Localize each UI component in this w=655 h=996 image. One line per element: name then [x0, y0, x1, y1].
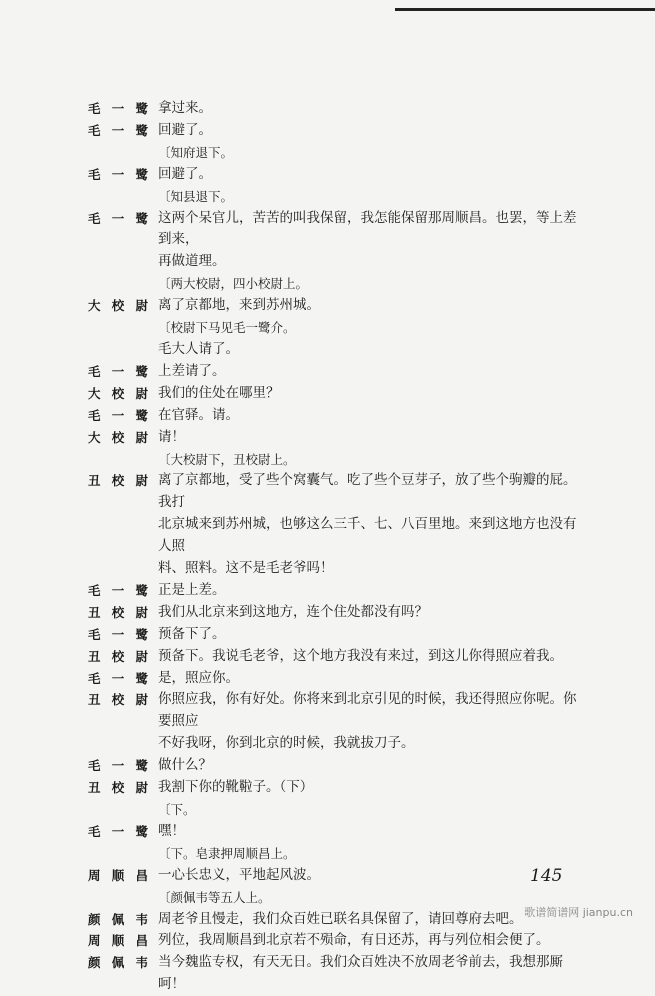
dialogue-line [88, 930, 588, 952]
dialogue-line [88, 952, 588, 996]
dialogue-line [88, 120, 588, 142]
speaker-name: 颜佩韦 [88, 955, 148, 971]
continuation-line [88, 251, 588, 273]
dialogue-line [88, 821, 588, 843]
line-text: 离了京都地，受了些个窝囊气。吃了些个豆芽子，放了些个驹瓣的屁。我打 [158, 472, 577, 511]
speaker-name: 毛一鹭 [88, 166, 148, 182]
speaker-name: 周顺昌 [88, 867, 148, 883]
speaker-name: 丑校尉 [88, 648, 148, 664]
stage-direction [88, 273, 588, 295]
dialogue-line [88, 777, 588, 799]
speaker-name: 毛一鹭 [88, 582, 148, 598]
line-text: 上差请了。 [158, 362, 226, 379]
line-text: 拿过来。 [158, 100, 212, 116]
dialogue-line [88, 164, 588, 186]
speaker-name: 毛一鹭 [88, 758, 148, 774]
line-text: 预备下。我说毛老爷，这个地方我没有来过，到这儿你得照应着我。 [158, 647, 563, 664]
dialogue-line [88, 98, 588, 120]
line-text: 是，照应你。 [158, 669, 239, 686]
speaker-name: 大校尉 [88, 298, 148, 314]
dialogue-line [88, 668, 588, 690]
continuation-line [88, 733, 588, 755]
line-text: 离了京都地，来到苏州城。 [158, 297, 320, 314]
stage-direction [88, 186, 588, 208]
dialogue-line [88, 405, 588, 427]
line-text: 不好我呀，你到北京的时候，我就拔刀子。 [158, 735, 415, 752]
line-text: 料、照料。这不是毛老爷吗！ [158, 560, 334, 577]
speaker-name: 毛一鹭 [88, 210, 148, 226]
dialogue-line [88, 580, 588, 602]
dialogue-line [88, 646, 588, 668]
line-text: 这两个呆官儿，苦苦的叫我保留，我怎能保留那周顺昌。也罢，等上差到来， [158, 209, 577, 248]
watermark: 歌谱简谱网 jianpu.cn [524, 906, 633, 919]
stage-text: 〔校尉下马见毛一鹭介。 [158, 320, 296, 336]
stage-direction [88, 887, 588, 909]
line-text: 我们的住处在哪里？ [158, 384, 280, 401]
line-text: 在官驿。请。 [158, 406, 239, 423]
stage-direction [88, 142, 588, 164]
speaker-name: 毛一鹭 [88, 407, 148, 423]
speaker-name: 大校尉 [88, 385, 148, 401]
dialogue-line [88, 208, 588, 252]
continuation-line [88, 514, 588, 558]
stage-direction [88, 799, 588, 821]
line-text: 我割下你的靴鞡子。（下） [158, 779, 314, 796]
line-text: 当今魏监专权，有天无日。我们众百姓决不放周老爷前去，我想那厮呵！ [158, 954, 563, 993]
line-text: 再做道理。 [158, 253, 226, 270]
dialogue-line [88, 602, 588, 624]
stage-direction [88, 449, 588, 471]
line-text: 北京城来到苏州城，也够这么三千、七、八百里地。来到这地方也没有人照 [158, 516, 577, 555]
dialogue-line [88, 689, 588, 733]
speaker-name: 大校尉 [88, 429, 148, 445]
stage-text: 〔颜佩韦等五人上。 [158, 889, 271, 905]
continuation-line [88, 558, 588, 580]
speaker-name: 丑校尉 [88, 692, 148, 708]
dialogue-line [88, 909, 588, 931]
dialogue-line [88, 624, 588, 646]
stage-direction [88, 843, 588, 865]
dialogue-line [88, 470, 588, 514]
speaker-name: 颜佩韦 [88, 911, 148, 927]
speaker-name: 毛一鹭 [88, 670, 148, 686]
line-text: 回避了。 [158, 121, 212, 138]
stage-text: 〔知县退下。 [158, 188, 234, 204]
line-text: 我们从北京来到这地方，连个住处都没有吗？ [158, 603, 428, 620]
dialogue-line [88, 383, 588, 405]
page-number: 145 [530, 866, 563, 886]
speaker-name: 毛一鹭 [88, 122, 148, 138]
speaker-name: 丑校尉 [88, 604, 148, 620]
line-text: 一心长忠义，平地起风波。 [158, 866, 320, 883]
speaker-name: 毛一鹭 [88, 626, 148, 642]
speaker-name: 毛一鹭 [88, 363, 148, 379]
continuation-line [88, 339, 588, 361]
line-text: 列位，我周顺昌到北京若不殒命，有日还苏，再与列位相会便了。 [158, 932, 550, 949]
stage-text: 〔两大校尉，四小校尉上。 [158, 276, 309, 292]
stage-text: 〔下。皂隶押周顺昌上。 [158, 845, 296, 861]
line-text: 嘿！ [158, 822, 185, 839]
stage-text: 〔下。 [158, 802, 196, 817]
line-text: 请！ [158, 428, 185, 445]
script-body [88, 98, 588, 996]
speaker-name: 周顺昌 [88, 933, 148, 949]
stage-direction [88, 317, 588, 339]
line-text: 做什么？ [158, 757, 212, 774]
speaker-name: 丑校尉 [88, 780, 148, 796]
dialogue-line [88, 295, 588, 317]
dialogue-line [88, 361, 588, 383]
top-rule [395, 8, 655, 11]
dialogue-line [88, 427, 588, 449]
line-text: 预备下了。 [158, 625, 226, 642]
line-text: 周老爷且慢走，我们众百姓已联名具保留了，请回尊府去吧。 [158, 910, 523, 927]
speaker-name: 毛一鹭 [88, 823, 148, 839]
line-text: 你照应我，你有好处。你将来到北京引见的时候，我还得照应你呢。你要照应 [158, 691, 577, 730]
line-text: 回避了。 [158, 165, 212, 182]
stage-text: 〔知府退下。 [158, 144, 234, 160]
line-text: 正是上差。 [158, 581, 226, 598]
dialogue-line [88, 755, 588, 777]
speaker-name: 丑校尉 [88, 473, 148, 489]
dialogue-line [88, 865, 588, 887]
speaker-name: 毛一鹭 [88, 101, 148, 116]
line-text: 毛大人请了。 [158, 340, 239, 357]
stage-text: 〔大校尉下，丑校尉上。 [158, 451, 296, 467]
